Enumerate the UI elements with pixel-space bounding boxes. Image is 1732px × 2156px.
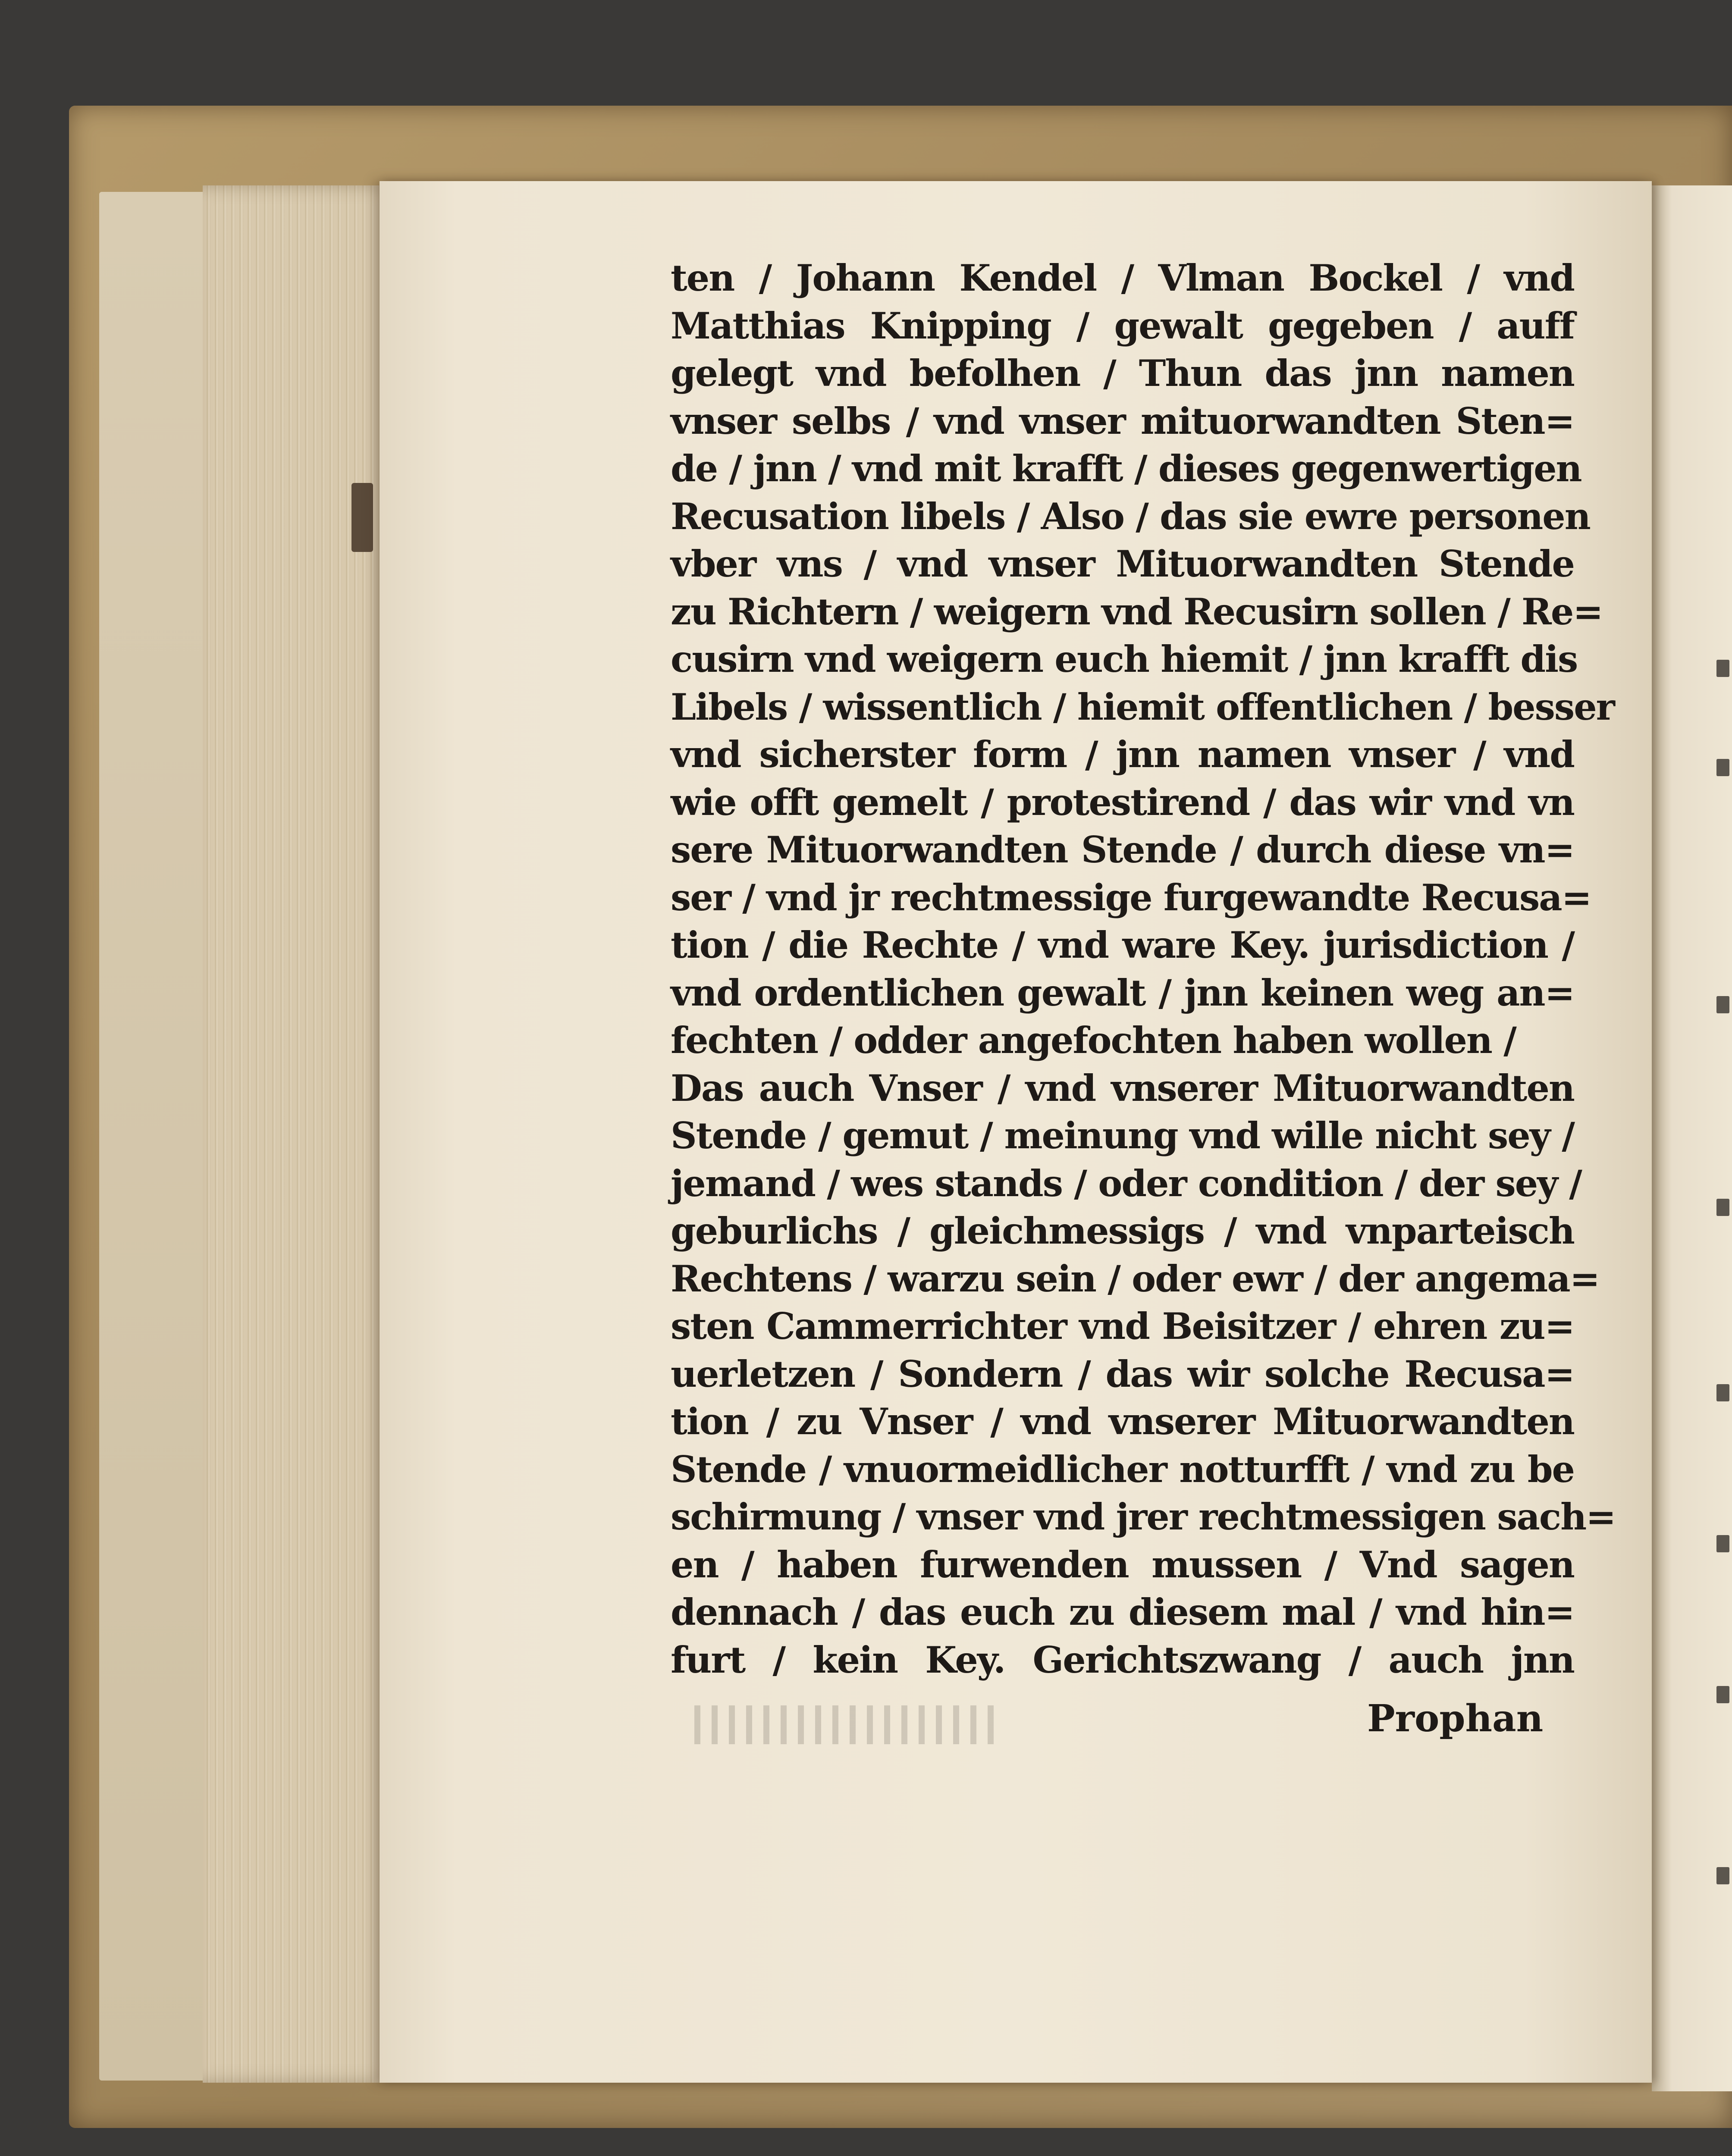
facing-text-fragment (1716, 1867, 1729, 1884)
text-line: tion / die Rechte / vnd ware Key. jurisdiction / (671, 924, 1574, 966)
text-line: gelegt vnd befolhen / Thun das jnn namen (671, 352, 1574, 395)
page-block-edge (203, 185, 401, 2083)
text-line: jemand / wes stands / oder condition / der sey / (671, 1162, 1581, 1205)
text-line: Recusation libels / Also / das sie ewre personen (671, 495, 1590, 538)
text-line: fechten / odder angefochten haben wollen / (671, 1019, 1516, 1062)
text-line: Stende / gemut / meinung vnd wille nicht sey / (671, 1114, 1574, 1157)
text-line: vnd ordentlichen gewalt / jnn keinen weg an= (671, 971, 1574, 1014)
text-line: zu Richtern / weigern vnd Recusirn sollen / Re= (671, 590, 1603, 633)
text-line: vber vns / vnd vnser Mituorwandten Stende (671, 542, 1574, 585)
text-line: Stende / vnuormeidlicher notturfft / vnd zu be (671, 1448, 1574, 1491)
facing-text-fragment (1716, 660, 1729, 677)
text-line: uerletzen / Sondern / das wir solche Recusa= (671, 1352, 1574, 1395)
text-line: schirmung / vnser vnd jrer rechtmessigen sach= (671, 1495, 1616, 1538)
text-line: cusirn vnd weigern euch hiemit / jnn krafft dis (671, 638, 1578, 680)
text-line: vnser selbs / vnd vnser mituorwandten Sten= (671, 399, 1574, 442)
text-line: Das auch Vnser / vnd vnserer Mituorwandten (671, 1066, 1574, 1109)
text-line: Matthias Knipping / gewalt gegeben / auff (671, 304, 1574, 347)
facing-text-fragment (1716, 1384, 1729, 1401)
facing-text-fragment (1716, 996, 1729, 1013)
facing-page-edge (1652, 185, 1732, 2091)
facing-text-fragment (1716, 759, 1729, 776)
text-line: tion / zu Vnser / vnd vnserer Mituorwandten (671, 1400, 1574, 1443)
catchword: Prophan (1367, 1697, 1544, 1740)
text-line: geburlichs / gleichmessigs / vnd vnparteisch (671, 1210, 1574, 1252)
bookmark-tab (351, 483, 373, 552)
text-line: sten Cammerrichter vnd Beisitzer / ehren zu= (671, 1305, 1574, 1348)
text-line: ten / Johann Kendel / Vlman Bockel / vnd (671, 257, 1574, 299)
text-line: sere Mituorwandten Stende / durch diese vn= (671, 828, 1574, 871)
facing-text-fragment (1716, 1199, 1729, 1216)
text-line: vnd sicherster form / jnn namen vnser / vnd (671, 733, 1574, 776)
facing-text-fragment (1716, 1535, 1729, 1552)
faint-show-through (694, 1705, 1005, 1744)
facing-text-fragment (1716, 1686, 1729, 1703)
text-line: de / jnn / vnd mit krafft / dieses gegenwertigen (671, 447, 1581, 490)
text-line: furt / kein Key. Gerichtszwang / auch jnn (671, 1638, 1574, 1681)
text-line: Libels / wissentlich / hiemit offentlichen / besser (671, 685, 1614, 728)
text-line: en / haben furwenden mussen / Vnd sagen (671, 1543, 1574, 1586)
text-line: ser / vnd jr rechtmessige furgewandte Recusa= (671, 876, 1591, 919)
text-line: wie offt gemelt / protestirend / das wir vnd vn (671, 780, 1574, 824)
text-line: dennach / das euch zu diesem mal / vnd hin= (671, 1591, 1574, 1633)
page-text-block (671, 254, 1616, 1684)
text-line: Rechtens / warzu sein / oder ewr / der angema= (671, 1257, 1600, 1300)
